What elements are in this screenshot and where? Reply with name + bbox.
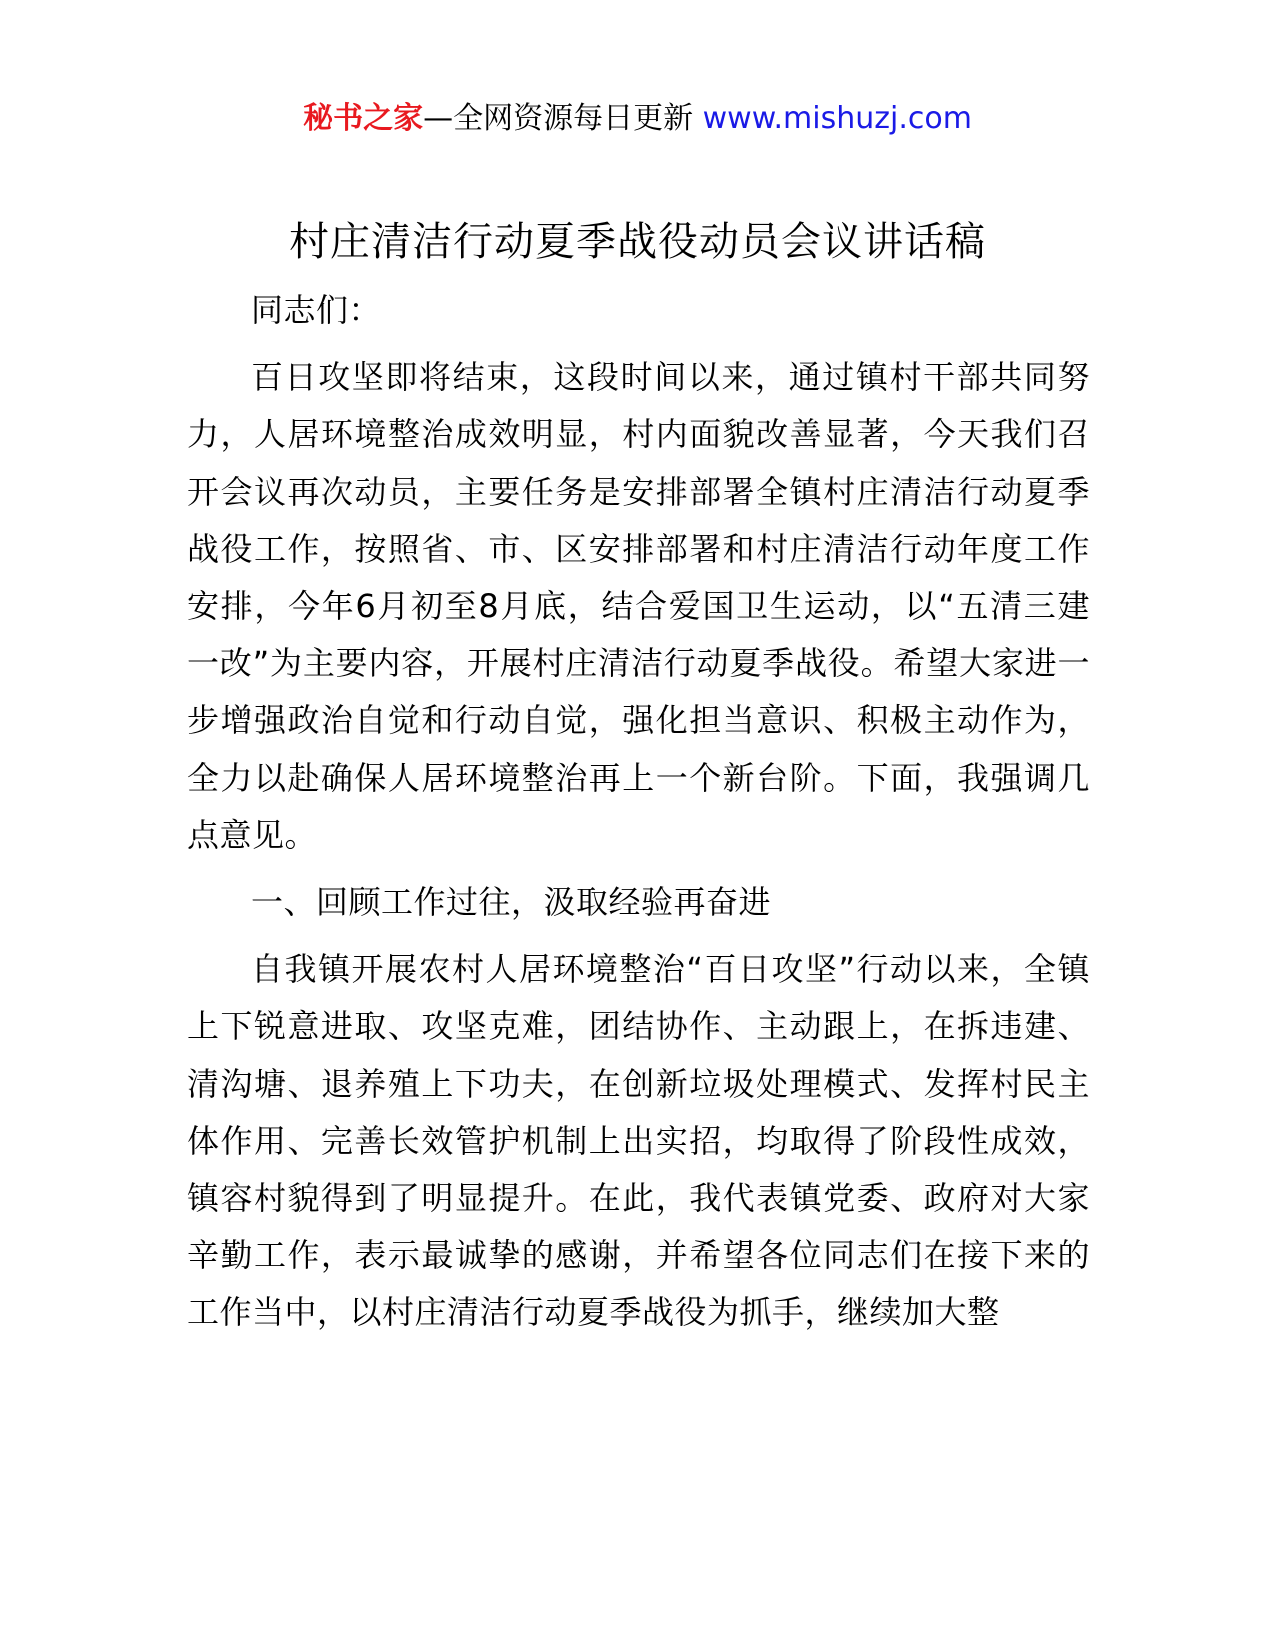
header-tagline: —全网资源每日更新	[423, 101, 703, 136]
document-body	[187, 282, 1090, 1342]
document-title: 村庄清洁行动夏季战役动员会议讲话稿	[289, 219, 986, 265]
site-url-link[interactable]: www.mishuzj.com	[702, 101, 972, 136]
page-header	[0, 96, 1275, 142]
brand-name: 秘书之家	[303, 101, 424, 136]
salutation: 同志们：	[251, 291, 382, 329]
section-heading-1: 一、回顾工作过往，汲取经验再奋进	[251, 883, 772, 922]
paragraph-intro: 百日攻坚即将结束，这段时间以来，通过镇村干部共同努力，人居环境整治成效明显，村内面貌改善显著，今天我们召开会议再次动员，主要任务是安排部署全镇村庄清洁行动夏季战役工作，按照省、市、区安排部署和村庄清洁行动年度工作安排，今年6月初至8月底，结合爱国卫生运动，以“五清三建一改”为主要内容，开展村庄清洁行动夏季战役。希望大家进一步增强政治自觉和行动自觉，强化担当意识、积极主动作为，全力以赴确保人居环境整治再上一个新台阶。下面，我强调几点意见。	[187, 358, 1090, 854]
paragraph-review: 自我镇开展农村人居环境整治“百日攻坚”行动以来，全镇上下锐意进取、攻坚克难，团结协作、主动跟上，在拆违建、清沟塘、退养殖上下功夫，在创新垃圾处理模式、发挥村民主体作用、完善长效管护机制上出实招，均取得了阶段性成效，镇容村貌得到了明显提升。在此，我代表镇党委、政府对大家辛勤工作，表示最诚挚的感谢，并希望各位同志们在接下来的工作当中，以村庄清洁行动夏季战役为抓手，继续加大整	[187, 950, 1090, 1332]
